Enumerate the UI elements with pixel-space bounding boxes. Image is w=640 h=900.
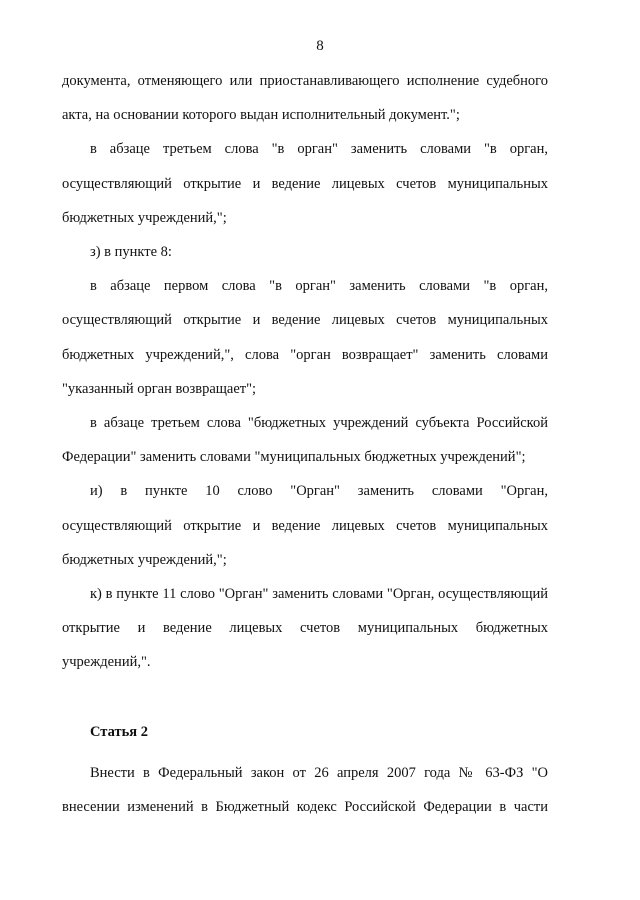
paragraph-item-z: з) в пункте 8: [90, 244, 172, 261]
body-text [62, 64, 548, 680]
paragraph-item-k: к) в пункте 11 слово "Орган" заменить словами "Орган, осуществляющий открытие и ведение лицевых счетов муниципальных бюджетных учреждений,". [62, 586, 548, 671]
paragraph-amendment: в абзаце третьем слова "в орган" заменить словами "в орган, осуществляющий открытие и ведение лицевых счетов муниципальных бюджетных учреждений,"; [62, 141, 548, 226]
article-heading: Статья 2 [90, 724, 148, 740]
paragraph-amendment: в абзаце первом слова "в орган" заменить словами "в орган, осуществляющий открытие и ведение лицевых счетов муниципальных бюджетных учреждений,", слова "орган возвращает" заменить словами "указанный орган возвращает"; [62, 278, 548, 397]
paragraph-amendment: в абзаце третьем слова "бюджетных учреждений субъекта Российской Федерации" заменить словами "муниципальных бюджетных учреждений"; [62, 415, 548, 466]
paragraph-continuation: документа, отменяющего или приостанавливающего исполнение судебного акта, на основании которого выдан исполнительный документ."; [62, 73, 548, 124]
article-body [62, 756, 548, 824]
page-number: 8 [316, 38, 324, 54]
paragraph-item-i: и) в пункте 10 слово "Орган" заменить словами "Орган, осуществляющий открытие и ведение лицевых счетов муниципальных бюджетных учреждений,"; [62, 483, 548, 568]
article-paragraph: Внести в Федеральный закон от 26 апреля 2007 года № 63-ФЗ "О внесении изменений в Бюджетный кодекс Российской Федерации в части [62, 765, 548, 816]
